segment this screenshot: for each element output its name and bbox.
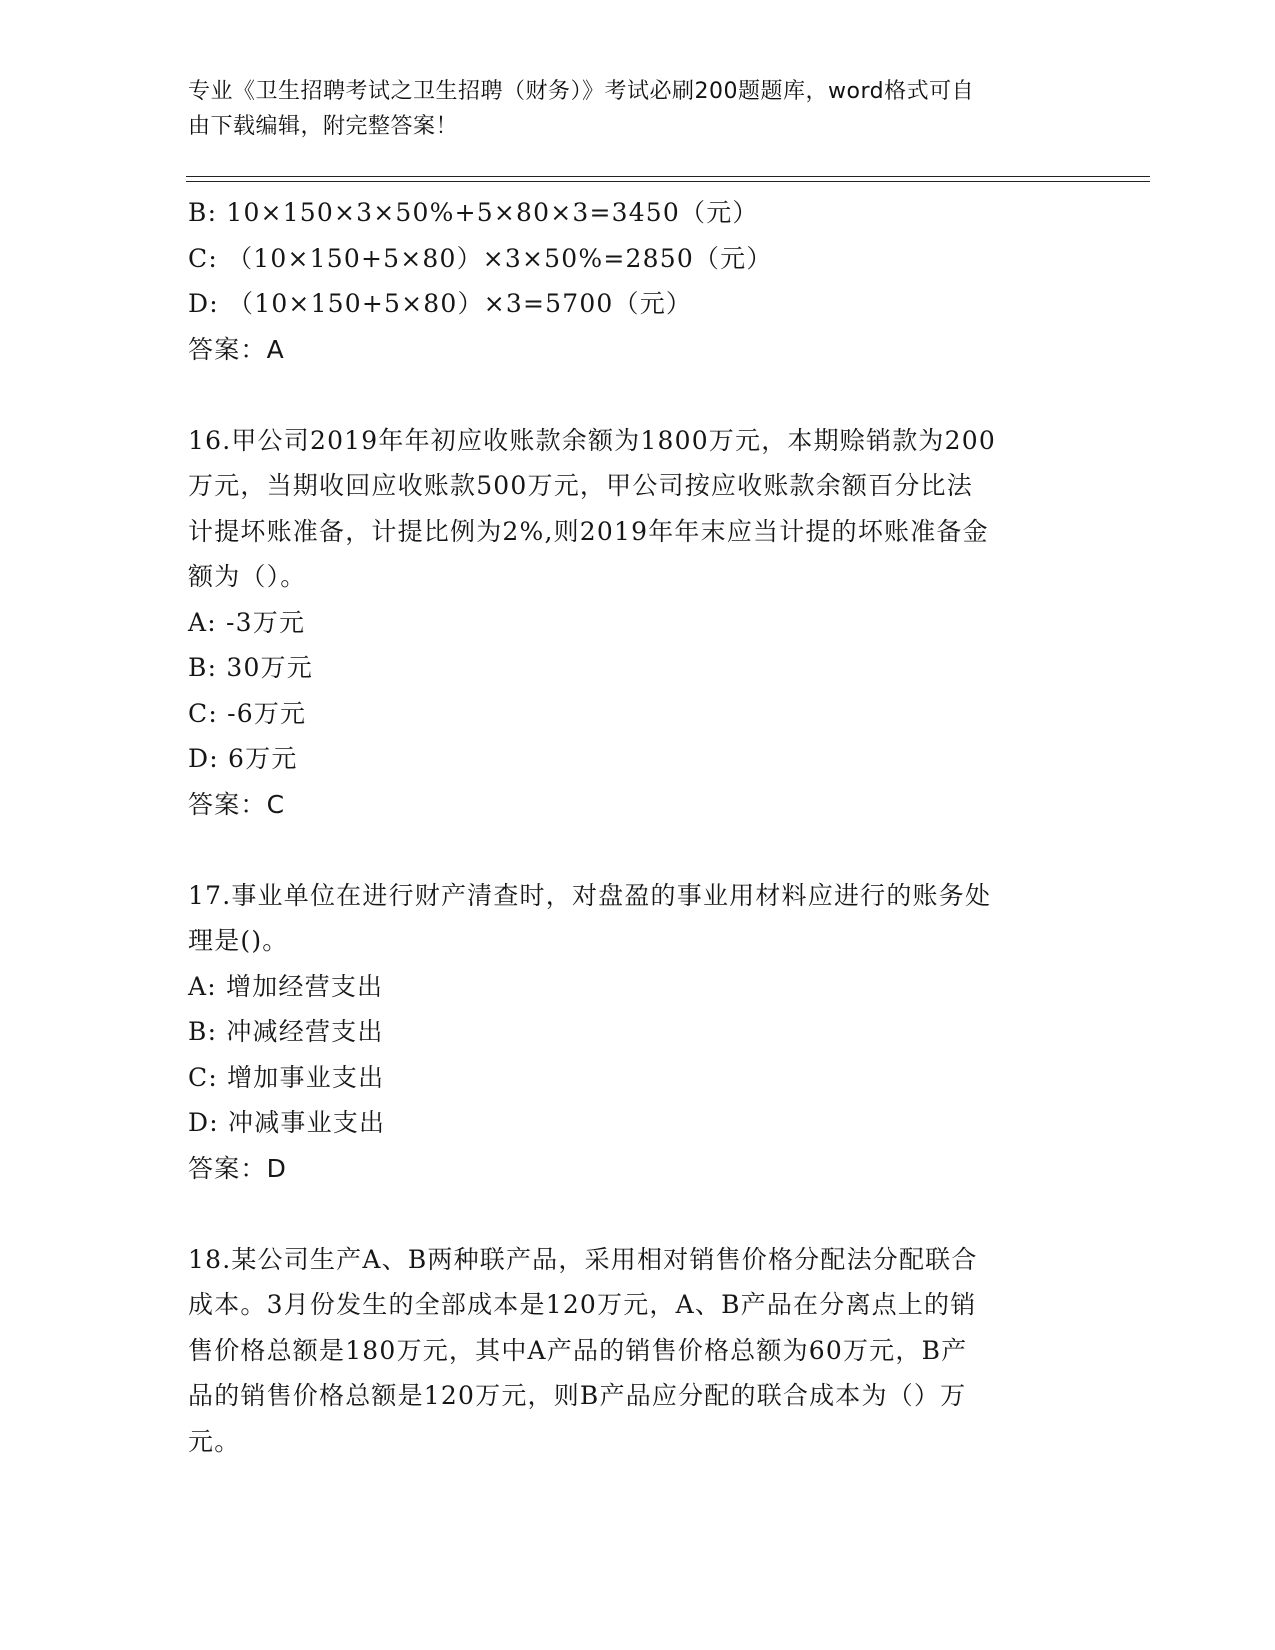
- question-stem-line: 16.甲公司2019年年初应收账款余额为1800万元，本期赊销款为200: [188, 425, 996, 455]
- document-header: [188, 74, 1068, 144]
- header-divider-top: [186, 176, 1150, 177]
- answer: 答案：C: [188, 789, 286, 819]
- spacer: [188, 372, 1068, 418]
- question-list: [188, 190, 1068, 1464]
- question-stem-line: 计提坏账准备，计提比例为2%,则2019年年末应当计提的坏账准备金: [188, 516, 989, 546]
- question-16: [188, 418, 1068, 828]
- spacer: [188, 827, 1068, 873]
- option-c: C: （10×150+5×80）×3×50%=2850（元）: [188, 243, 773, 273]
- question-stem-line: 元。: [188, 1426, 241, 1456]
- question-stem-line: 万元，当期收回应收账款500万元，甲公司按应收账款余额百分比法: [188, 471, 973, 500]
- option-b: B: 冲减经营支出: [188, 1017, 384, 1046]
- header-line-1: 专业《卫生招聘考试之卫生招聘（财务）》考试必刷200题题库，word格式可自: [188, 79, 975, 104]
- option-d: D: （10×150+5×80）×3=5700（元）: [188, 289, 693, 318]
- option-d: D: 冲减事业支出: [188, 1108, 386, 1137]
- option-d: D: 6万元: [188, 744, 298, 773]
- question-stem-line: 额为（）。: [188, 562, 307, 591]
- answer: 答案：A: [188, 334, 285, 364]
- question-stem-line: 17.事业单位在进行财产清查时，对盘盈的事业用材料应进行的账务处: [188, 880, 992, 910]
- option-b: B: 30万元: [188, 653, 313, 682]
- question-15: [188, 190, 1068, 372]
- header-divider-bottom: [186, 181, 1150, 182]
- option-b: B: 10×150×3×50%+5×80×3=3450（元）: [188, 198, 759, 227]
- option-a: A: 增加经营支出: [188, 971, 384, 1001]
- question-stem-line: 成本。3月份发生的全部成本是120万元，A、B产品在分离点上的销: [188, 1290, 977, 1319]
- question-17: [188, 873, 1068, 1192]
- spacer: [188, 1191, 1068, 1237]
- question-stem-line: 售价格总额是180万元，其中A产品的销售价格总额为60万元，B产: [188, 1335, 968, 1365]
- option-c: C: -6万元: [188, 698, 307, 728]
- question-stem-line: 品的销售价格总额是120万元，则B产品应分配的联合成本为（）万: [188, 1381, 967, 1410]
- answer: 答案：D: [188, 1153, 288, 1183]
- header-line-2: 由下载编辑，附完整答案！: [188, 114, 459, 139]
- question-18: [188, 1237, 1068, 1465]
- question-stem-line: 理是()。: [188, 926, 289, 955]
- option-c: C: 增加事业支出: [188, 1062, 385, 1092]
- option-a: A: -3万元: [188, 607, 306, 637]
- question-stem-line: 18.某公司生产A、B两种联产品，采用相对销售价格分配法分配联合: [188, 1244, 978, 1274]
